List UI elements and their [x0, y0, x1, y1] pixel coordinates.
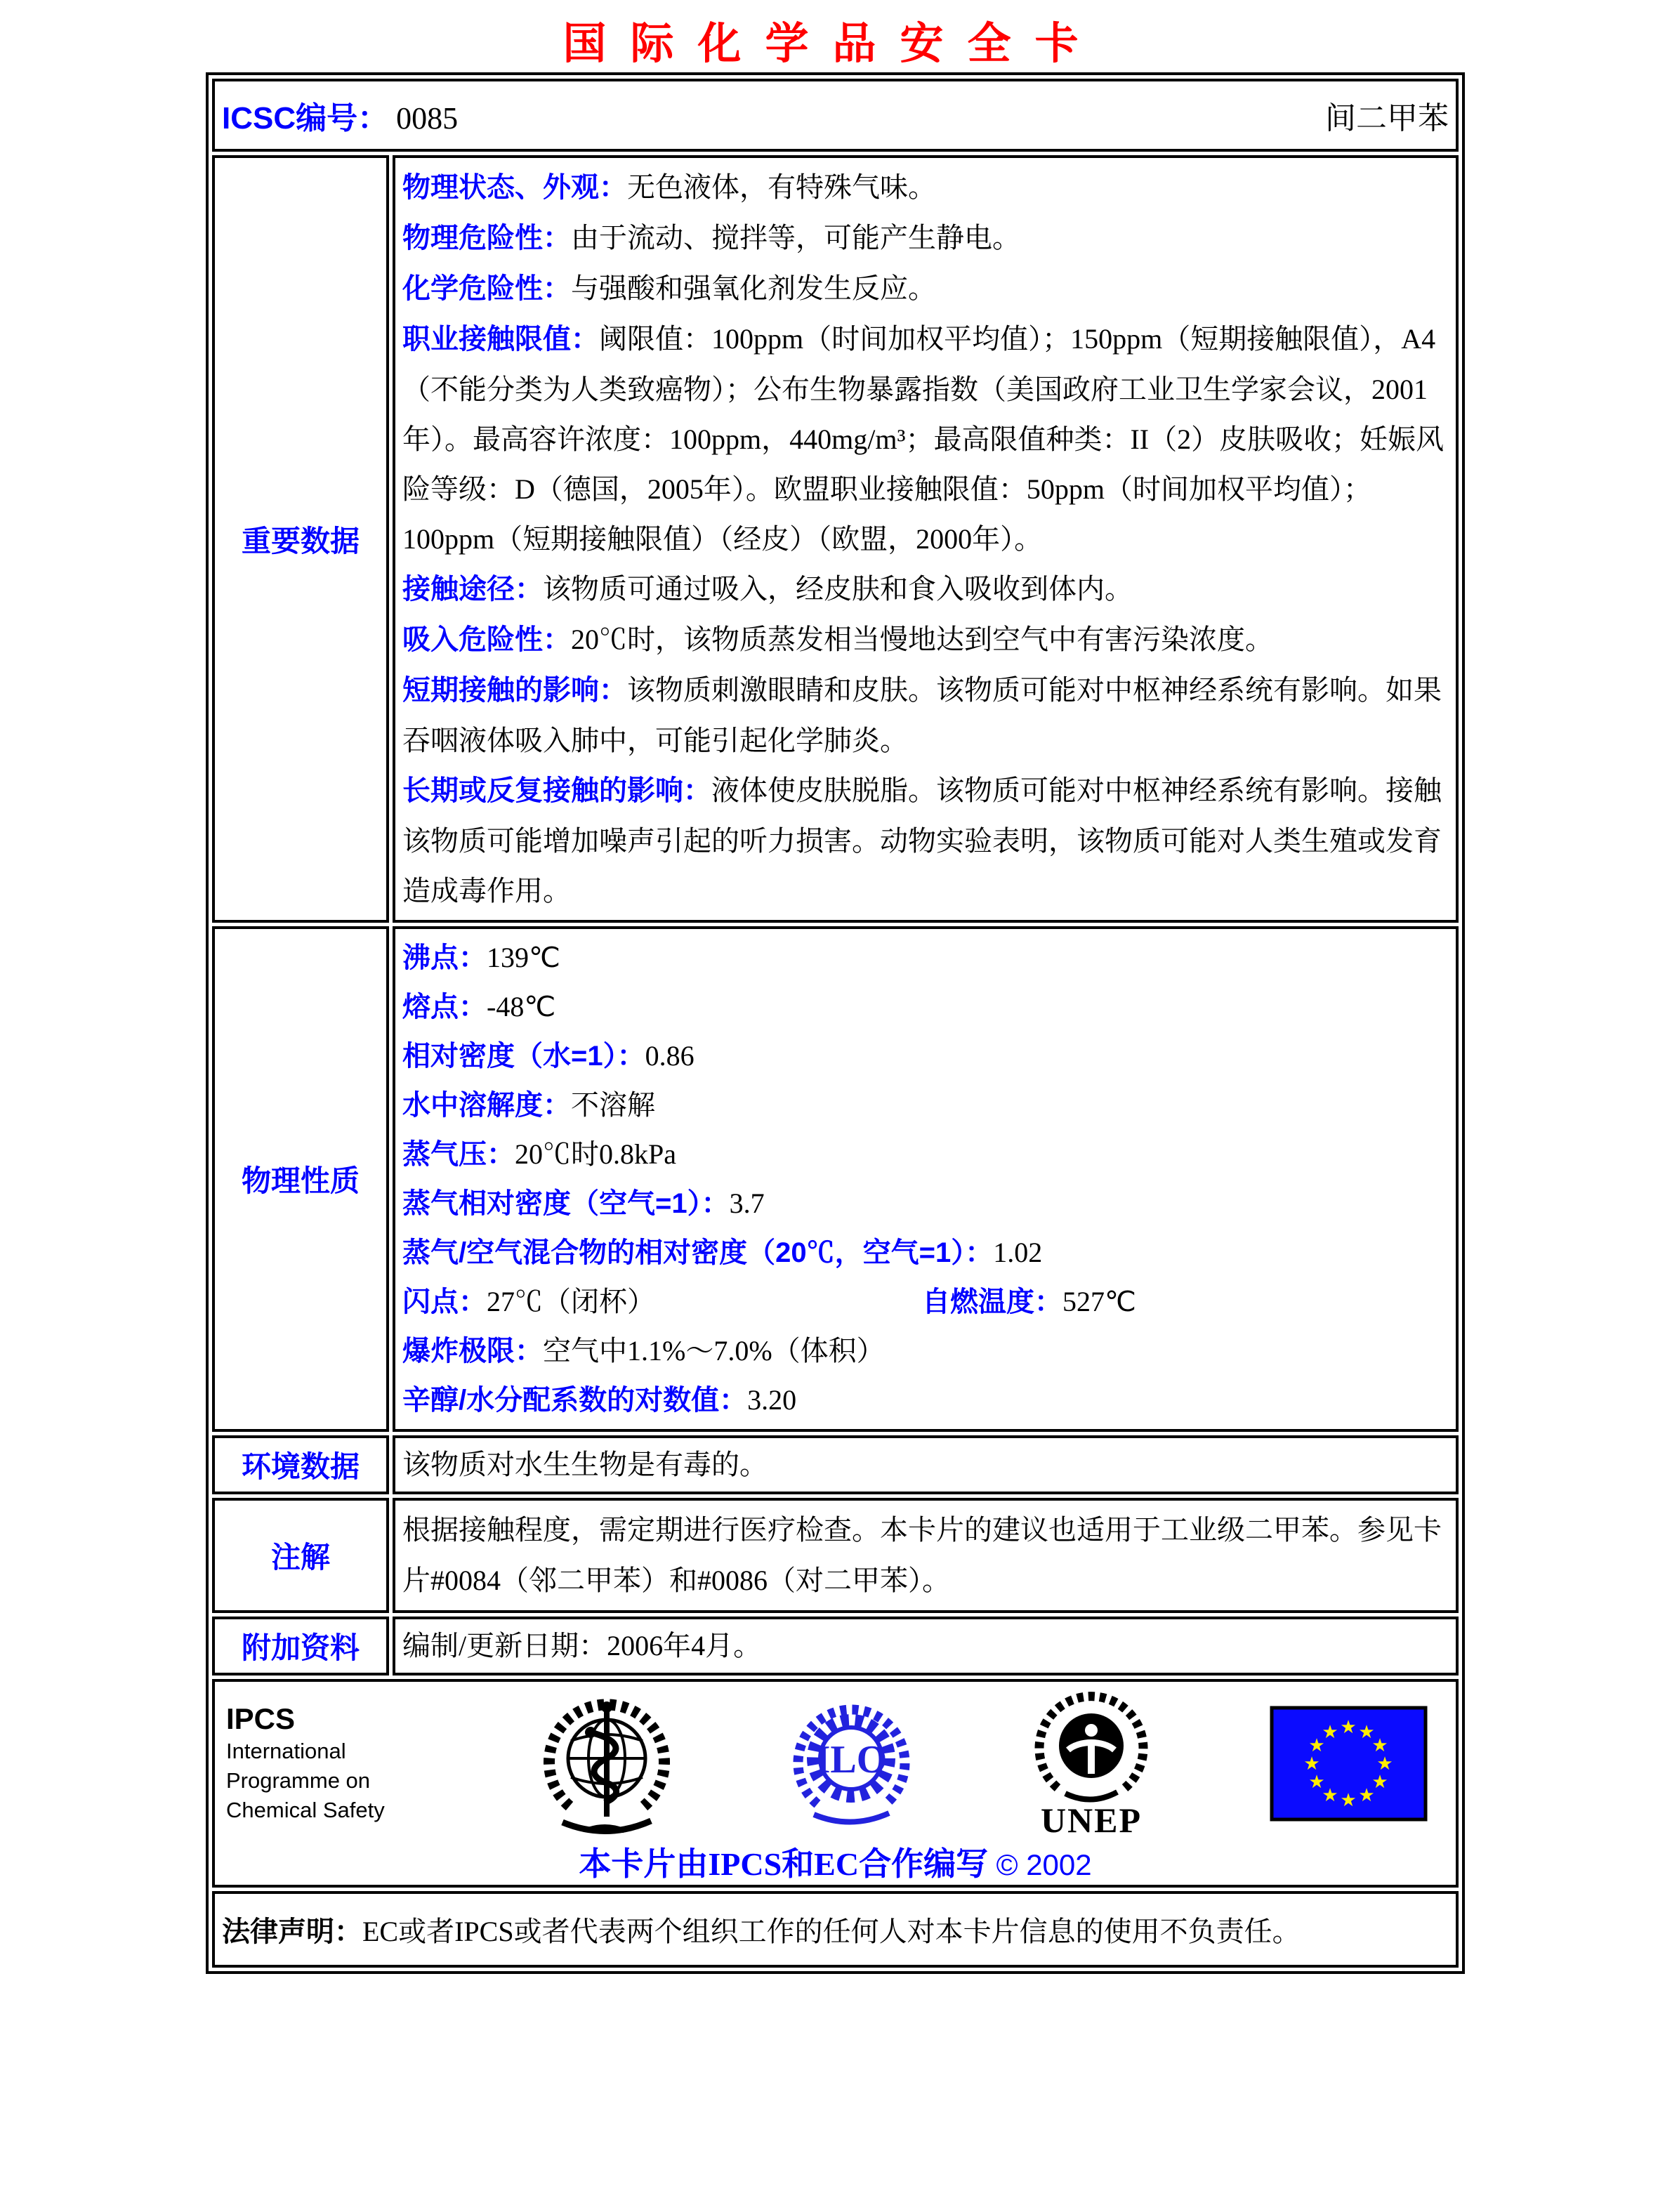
property-value: 无色液体，有特殊气味。: [627, 171, 936, 203]
header-row: [212, 79, 1459, 152]
property-line: [402, 982, 1449, 1032]
property-value: 27℃（闭杯）: [487, 1286, 655, 1317]
page-title: 国际化学品安全卡: [562, 20, 1103, 68]
property-value: 不溶解: [571, 1089, 655, 1121]
logos-cell: [212, 1679, 1459, 1888]
property-label: 沸点：: [402, 942, 487, 973]
notes-text: 根据接触程度，需定期进行医疗检查。本卡片的建议也适用于工业级二甲苯。参见卡片#0084（邻二甲苯）和#0086（对二甲苯）。: [402, 1514, 1442, 1596]
property-value: 由于流动、搅拌等，可能产生静电。: [571, 222, 1020, 254]
icsc-number-value: 0085: [396, 101, 459, 136]
property-value: 该物质刺激眼睛和皮肤。该物质可能对中枢神经系统有影响。如果吞咽液体吸入肺中，可能引起化学肺炎。: [402, 674, 1442, 756]
unep-logo-icon: [1030, 1688, 1153, 1839]
property-value: 0.86: [645, 1040, 695, 1072]
svg-text:★: ★: [1371, 1771, 1388, 1793]
svg-text:★: ★: [1371, 1734, 1388, 1756]
property-line: [402, 162, 1449, 213]
svg-text:★: ★: [1358, 1784, 1375, 1806]
property-label: 蒸气相对密度（空气=1）：: [402, 1188, 730, 1219]
who-logo-icon: [540, 1692, 673, 1836]
ilo-logo-text: ILO: [815, 1738, 888, 1782]
ipcs-line-1: International: [226, 1739, 346, 1763]
property-line: [402, 263, 1449, 314]
svg-text:★: ★: [1376, 1753, 1393, 1775]
svg-text:★: ★: [1340, 1716, 1357, 1738]
property-label: 短期接触的影响：: [402, 675, 627, 706]
property-label: 辛醇/水分配系数的对数值：: [402, 1385, 748, 1416]
property-value: 3.7: [729, 1187, 765, 1219]
safety-card-table: [206, 72, 1465, 1974]
legal-label: 法律声明：: [222, 1916, 362, 1947]
ilo-logo-icon: [790, 1697, 913, 1830]
property-value: 空气中1.1%～7.0%（体积）: [543, 1335, 885, 1367]
notes-row-label: 注解: [212, 1498, 389, 1613]
property-line: [402, 1179, 1449, 1228]
ipcs-line-2: Programme on: [226, 1768, 371, 1793]
row-notes: [212, 1498, 1459, 1613]
property-label: 自燃温度：: [922, 1286, 1062, 1317]
svg-text:★: ★: [1308, 1771, 1325, 1793]
property-value: 139℃: [487, 942, 560, 973]
property-line: [402, 765, 1449, 916]
property-label: 闪点：: [402, 1286, 487, 1317]
row-logos: [212, 1679, 1459, 1888]
property-value: 527℃: [1062, 1286, 1136, 1317]
property-label: 物理危险性：: [402, 223, 571, 254]
row-physical-properties: [212, 926, 1459, 1432]
property-value: 20℃时，该物质蒸发相当慢地达到空气中有害污染浓度。: [571, 624, 1273, 655]
property-line: [402, 314, 1449, 564]
property-line: [402, 1032, 1449, 1081]
property-value: -48℃: [487, 991, 556, 1022]
property-label: 爆炸极限：: [402, 1336, 543, 1367]
property-value: 与强酸和强氧化剂发生反应。: [571, 272, 936, 304]
property-label: 蒸气/空气混合物的相对密度（20℃，空气=1）：: [402, 1237, 994, 1268]
svg-text:★: ★: [1308, 1734, 1325, 1756]
property-line: [402, 665, 1449, 765]
property-value: 1.02: [993, 1237, 1043, 1268]
property-pair-secondary: [922, 1277, 1136, 1326]
row-additional-info: [212, 1617, 1459, 1676]
property-label: 熔点：: [402, 992, 487, 1022]
property-line: [402, 1376, 1449, 1425]
chemical-name: 间二甲苯: [1325, 101, 1449, 136]
header-cell: [212, 79, 1459, 152]
property-line: [402, 1326, 1449, 1376]
physical-properties-row-label: 物理性质: [212, 926, 389, 1432]
environmental-data-text: 该物质对水生生物是有毒的。: [402, 1449, 768, 1480]
svg-text:★: ★: [1303, 1753, 1320, 1775]
property-line: [402, 213, 1449, 263]
copyright-text: © 2002: [996, 1848, 1092, 1881]
property-line: [402, 564, 1449, 614]
icsc-number-label: ICSC编号：: [222, 101, 389, 136]
property-value: 20℃时0.8kPa: [515, 1138, 676, 1170]
additional-info-text: 编制/更新日期：2006年4月。: [402, 1630, 762, 1661]
ipcs-line-3: Chemical Safety: [226, 1798, 385, 1822]
ipcs-name: IPCS: [226, 1702, 296, 1735]
legal-text: EC或者IPCS或者代表两个组织工作的任何人对本卡片信息的使用不负责任。: [362, 1916, 1301, 1947]
svg-text:★: ★: [1322, 1721, 1338, 1743]
property-value: 该物质可通过吸入，经皮肤和食入吸收到体内。: [543, 573, 1133, 605]
important-data-row-label: 重要数据: [212, 155, 389, 923]
additional-info-row-label: 附加资料: [212, 1617, 389, 1676]
svg-text:★: ★: [1358, 1721, 1375, 1743]
property-value: 液体使皮肤脱脂。该物质可能对中枢神经系统有影响。接触该物质可能增加噪声引起的听力损害。动物实验表明，该物质可能对人类生殖或发育造成毒作用。: [402, 775, 1442, 907]
icsc-number-group: [222, 93, 458, 138]
legal-cell: [212, 1891, 1459, 1968]
property-label: 职业接触限值：: [402, 324, 599, 355]
property-label: 化学危险性：: [402, 273, 571, 304]
caption-line: [222, 1845, 1449, 1885]
unep-logo-text: UNEP: [1040, 1800, 1142, 1839]
property-label: 接触途径：: [402, 574, 543, 605]
row-legal: [212, 1891, 1459, 1968]
property-label: 物理状态、外观：: [402, 172, 627, 203]
row-environmental-data: [212, 1435, 1459, 1494]
property-value: 阈限值：100ppm（时间加权平均值）；150ppm（短期接触限值），A4（不能分类为人类致癌物）；公布生物暴露指数（美国政府工业卫生学家会议，2001年）。最高容许浓度：100ppm，440mg/m³；最高限值种类：II（2）皮肤吸收；妊娠风险等级：D（德国，2005年）。欧盟职业接触限值：50ppm（时间加权平均值）；100ppm（短期接触限值）（经皮）（欧盟，2000年）。: [402, 323, 1444, 555]
property-line: [402, 1277, 1449, 1326]
property-line: [402, 614, 1449, 665]
property-label: 长期或反复接触的影响：: [402, 775, 711, 806]
physical-properties-items: [402, 933, 1449, 1425]
property-line: [402, 933, 1449, 982]
environmental-data-row-label: 环境数据: [212, 1435, 389, 1494]
ipcs-text-block: [226, 1701, 423, 1825]
property-label: 吸入危险性：: [402, 624, 571, 655]
important-data-items: [402, 162, 1449, 916]
property-line: [402, 1228, 1449, 1277]
property-line: [402, 1081, 1449, 1130]
svg-text:★: ★: [1322, 1784, 1338, 1806]
property-label: 蒸气压：: [402, 1139, 515, 1170]
property-label: 水中溶解度：: [402, 1090, 571, 1121]
property-label: 相对密度（水=1）：: [402, 1041, 645, 1072]
property-value: 3.20: [747, 1384, 797, 1416]
svg-text:★: ★: [1340, 1789, 1357, 1811]
property-line: [402, 1130, 1449, 1179]
caption-text: 本卡片由IPCS和EC合作编写: [579, 1846, 989, 1882]
eu-flag-icon: [1270, 1706, 1428, 1822]
row-important-data: [212, 155, 1459, 923]
